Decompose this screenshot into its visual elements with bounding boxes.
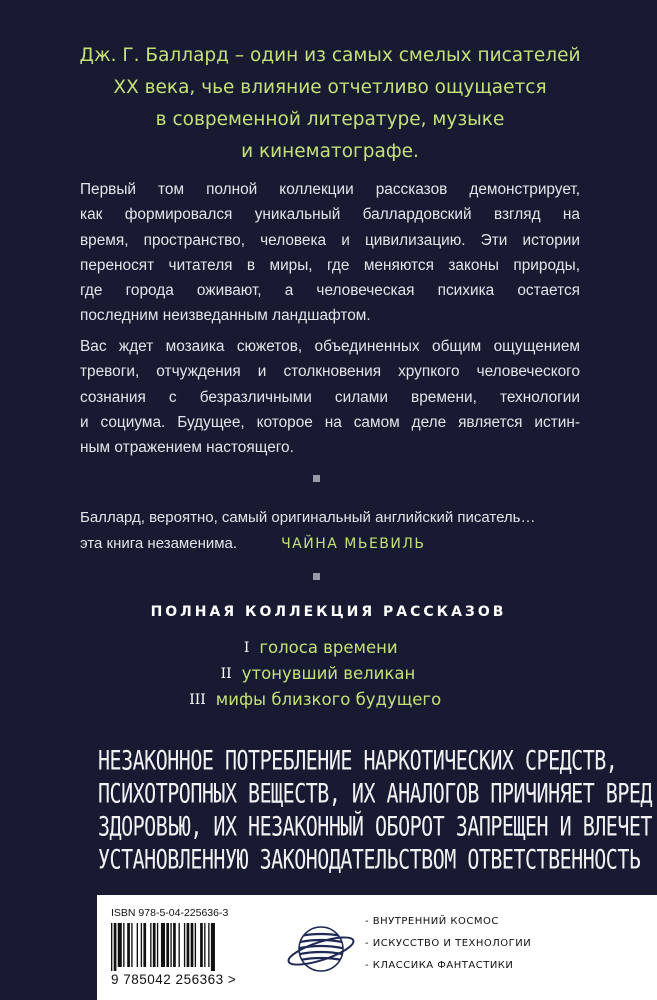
headline-line: XX века, чье влияние отчетливо ощущается xyxy=(113,77,547,98)
series-item: - КЛАССИКА ФАНТАСТИКИ xyxy=(365,960,514,971)
volume-number: I xyxy=(243,640,250,656)
square-bullet-icon xyxy=(313,475,320,482)
paragraph-line: тревоги, отчуждения и столкновения хрупкого человеческого xyxy=(80,363,580,381)
volume-item xyxy=(0,690,657,716)
paragraph-line: переносят читателя в миры, где меняются законы природы, xyxy=(80,256,580,274)
barcode xyxy=(111,923,261,971)
warning-line: ПСИХОТРОПНЫХ ВЕЩЕСТВ, ИХ АНАЛОГОВ ПРИЧИНЯЕТ ВРЕД xyxy=(98,776,652,810)
barcode-panel xyxy=(97,895,657,1000)
paragraph-line: последним неизведанным ландшафтом. xyxy=(80,307,371,325)
warning-line: ЗДОРОВЬЮ, ИХ НЕЗАКОННЫЙ ОБОРОТ ЗАПРЕЩЕН И ВЛЕЧЕТ xyxy=(98,809,652,843)
volume-name: мифы близкого будущего xyxy=(215,690,442,709)
paragraph-line: время, пространство, человека и цивилизацию. Эти истории xyxy=(80,231,580,249)
headline-line: в современной литературе, музыке xyxy=(155,109,505,130)
description-paragraph-1 xyxy=(80,177,580,329)
paragraph-line: где города оживают, а человеческая психика остается xyxy=(80,282,580,300)
headline-line: и кинематографе. xyxy=(241,141,419,162)
square-bullet-icon xyxy=(313,573,320,580)
collection-title: ПОЛНАЯ КОЛЛЕКЦИЯ РАССКАЗОВ xyxy=(150,604,507,620)
legal-warning xyxy=(98,743,652,876)
paragraph-line: сознания с безразличными силами времени, технологии xyxy=(80,388,580,406)
series-item: - ВНУТРЕННИЙ КОСМОС xyxy=(365,916,499,927)
barcode-digits: 9 785042 256363 > xyxy=(111,972,237,987)
review-quote xyxy=(80,505,580,557)
series-list xyxy=(365,911,531,977)
quote-text: эта книга незаменима. xyxy=(80,535,238,552)
isbn-text: ISBN 978-5-04-225636-3 xyxy=(111,907,229,919)
paragraph-line: Первый том полной коллекции рассказов демонстрирует, xyxy=(80,181,580,198)
volume-item xyxy=(0,664,657,690)
paragraph-line: ным отражением настоящего. xyxy=(80,439,294,457)
headline-line: Дж. Г. Баллард – один из самых смелых писателей xyxy=(79,45,581,66)
paragraph-line: как формировался уникальный баллардовский взгляд на xyxy=(80,206,580,224)
headline xyxy=(60,40,600,168)
volume-item xyxy=(0,638,657,664)
volume-number: III xyxy=(189,692,206,708)
planet-logo-icon xyxy=(285,913,357,983)
volume-name: утонувший великан xyxy=(241,664,416,683)
volume-name: голоса времени xyxy=(259,638,398,657)
description-paragraph-2 xyxy=(80,334,580,460)
warning-line: УСТАНОВЛЕННУЮ ЗАКОНОДАТЕЛЬСТВОМ ОТВЕТСТВЕННОСТЬ xyxy=(98,842,641,876)
quote-author: ЧАЙНА МЬЕВИЛЬ xyxy=(281,536,426,552)
warning-line: НЕЗАКОННОЕ ПОТРЕБЛЕНИЕ НАРКОТИЧЕСКИХ СРЕДСТВ, xyxy=(98,743,618,777)
quote-text: Баллард, вероятно, самый оригинальный английский писатель… xyxy=(80,509,536,526)
volume-number: II xyxy=(220,666,232,682)
paragraph-line: Вас ждет мозаика сюжетов, объединенных общим ощущением xyxy=(80,338,580,355)
series-item: - ИСКУССТВО И ТЕХНОЛОГИИ xyxy=(365,938,532,949)
paragraph-line: и социума. Будущее, которое на самом деле является истин- xyxy=(80,413,580,431)
